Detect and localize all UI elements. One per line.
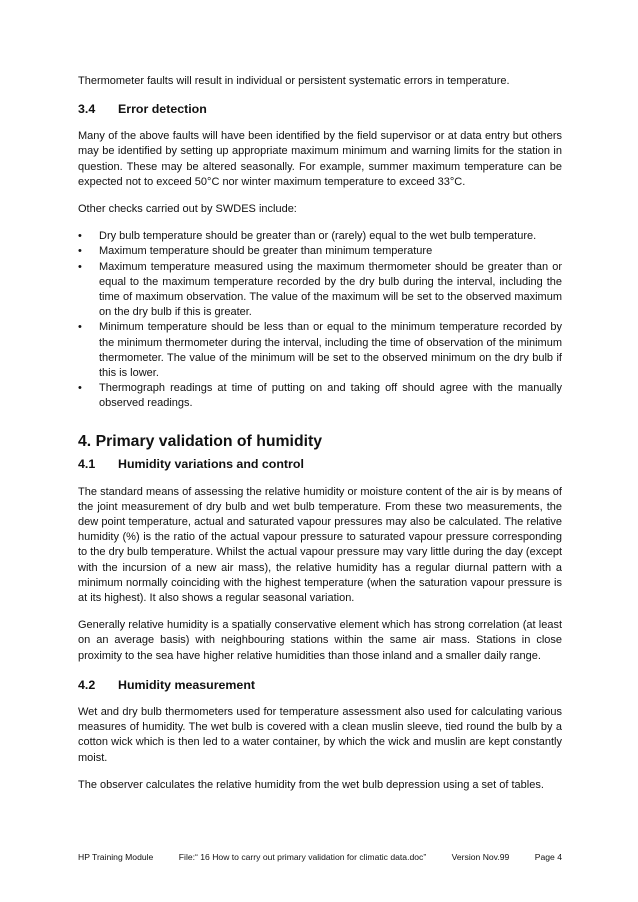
section-heading-4-1 <box>78 457 562 472</box>
list-item: • Thermograph readings at time of putting on and taking off should agree with the manually observed readings. <box>78 382 562 410</box>
document-page <box>78 74 562 793</box>
bullet-icon: • <box>78 245 82 258</box>
section-title: Humidity variations and control <box>118 456 304 471</box>
paragraph: Wet and dry bulb thermometers used for temperature assessment also used for calculating various measures of humidity. The wet bulb is covered with a clean muslin sleeve, tied round the bulb by a cotton wick which is then led to a water container, by which the wick and muslin are kept constantly moist. <box>78 705 562 764</box>
section-number: 4.1 <box>78 456 96 471</box>
section-heading-4-2 <box>78 678 562 693</box>
section-title: Error detection <box>118 102 207 117</box>
paragraph: Generally relative humidity is a spatially conservative element which has strong correlation (at least on an average basis) with neighbouring stations within the same air mass. Stations in close proximity to the sea have higher relative humidities than those inland and a smaller daily range. <box>78 619 562 662</box>
section-heading-3-4 <box>78 102 562 117</box>
list-item: • Maximum temperature measured using the maximum thermometer should be greater than or equal to the maximum temperature recorded by the dry bulb during the interval, including the time of maximum observation. The value of the maximum will be set to the observed maximum on the dry bulb if this is greater. <box>78 260 562 319</box>
section-title: Humidity measurement <box>118 677 256 692</box>
paragraph: The observer calculates the relative humidity from the wet bulb depression using a set of tables. <box>78 778 544 791</box>
section-number: 3.4 <box>78 102 96 117</box>
section-number: 4.2 <box>78 677 96 692</box>
list-item: • Maximum temperature should be greater than minimum temperature <box>78 244 562 259</box>
list-item: • Minimum temperature should be less than or equal to the minimum temperature recorded by the minimum thermometer during the interval, including the time of observation of the minimum thermometer. The value of the minimum will be set to the observed minimum on the dry bulb if this is lower. <box>78 321 562 380</box>
bullet-icon: • <box>78 230 82 243</box>
page-footer <box>78 852 562 862</box>
paragraph: The standard means of assessing the relative humidity or moisture content of the air is by means of the joint measurement of dry bulb and wet bulb temperature. From these two measurements, the dew point temperature, actual and saturated vapour pressures may also be calculated. The relative humidity (%) is the ratio of the actual vapour pressure to saturated vapour pressure corresponding to the dry bulb temperature. Whilst the actual vapour pressure may vary little during the day (except with the incursion of a new air mass), the relative humidity has a regular diurnal pattern with a minimum normally coinciding with the highest temperature (when the saturation vapour pressure is at its highest). It also shows a regular seasonal variation. <box>78 485 562 605</box>
bullet-icon: • <box>78 260 82 273</box>
intro-paragraph: Thermometer faults will result in individual or persistent systematic errors in temperature. <box>78 75 510 87</box>
footer-module: HP Training Module <box>78 852 154 862</box>
paragraph: Other checks carried out by SWDES include: <box>78 203 297 216</box>
bullet-icon: • <box>78 321 82 334</box>
bullet-icon: • <box>78 382 82 395</box>
footer-file: File:“ 16 How to carry out primary validation for climatic data.doc” <box>178 852 427 862</box>
chapter-heading: 4. Primary validation of humidity <box>78 432 323 450</box>
bullet-list <box>78 229 562 411</box>
paragraph: Many of the above faults will have been identified by the field supervisor or at data entry but others may be identified by setting up appropriate maximum minimum and warning limits for the station in question. These may be altered seasonally. For example, summer maximum temperature can be expected not to exceed 50°C nor winter maximum temperature to exceed 33°C. <box>78 130 562 188</box>
footer-version: Version Nov.99 <box>451 852 510 862</box>
footer-page-number: Page 4 <box>534 852 562 862</box>
list-item: • Dry bulb temperature should be greater than or (rarely) equal to the wet bulb temperature. <box>78 229 562 244</box>
